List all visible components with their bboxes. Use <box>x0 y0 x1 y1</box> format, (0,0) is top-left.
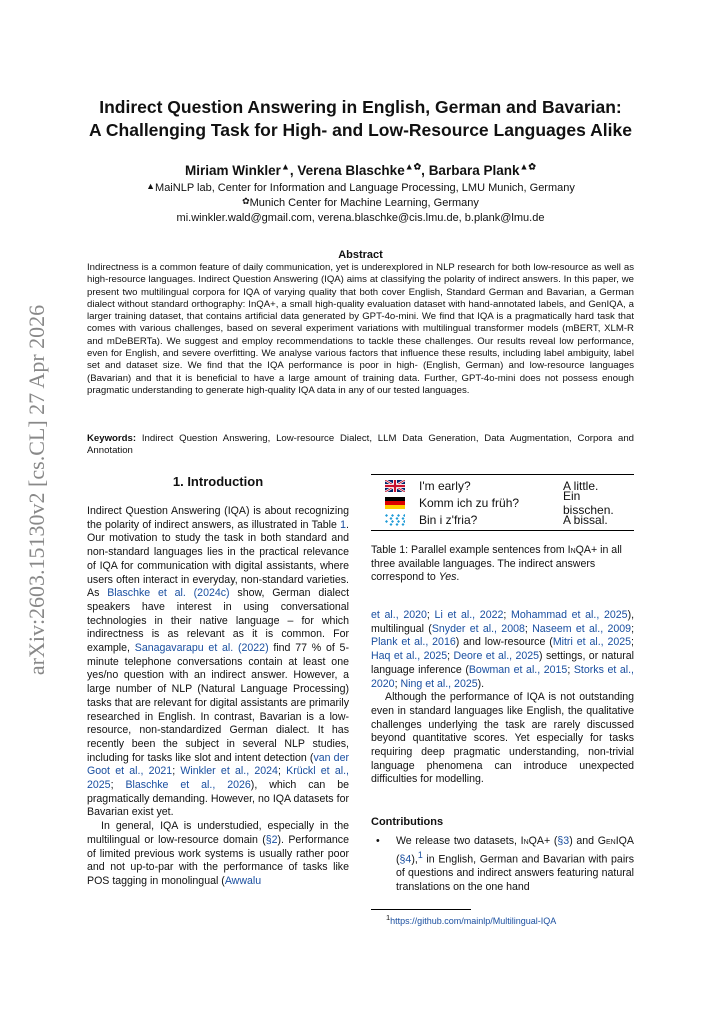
title-line-2: A Challenging Task for High- and Low-Resource Languages Alike <box>89 120 632 140</box>
citation-link[interactable]: Mohammad et al., 2025 <box>511 609 628 621</box>
text-run: show, German dialect speakers have interest in using conversational technologies in their native language – for which indirectness is as relevant as it is common. For example, <box>87 587 350 655</box>
citation-link[interactable]: Winkler et al., 2024 <box>180 765 278 778</box>
example-question: Bin i z'fria? <box>419 512 478 527</box>
keywords <box>87 433 634 458</box>
text-run: ; <box>447 650 454 663</box>
citation-link[interactable]: et al., 2020 <box>371 609 427 621</box>
affiliation-2: ✿Munich Center for Machine Learning, Germany <box>242 196 479 209</box>
citation-link[interactable]: §2 <box>265 833 278 846</box>
paragraph <box>87 820 349 889</box>
citation-link[interactable]: Mitri et al., 2025 <box>552 636 632 649</box>
text-run: ), <box>411 853 418 866</box>
text-run: ) and <box>569 835 598 847</box>
keywords-label: Keywords: <box>87 433 137 444</box>
robot-icon: ✿ <box>528 161 536 172</box>
author-list: Miriam Winkler▲, Verena Blaschke▲✿, Barbara Plank▲✿ <box>185 161 536 178</box>
section-heading-introduction: 1. Introduction <box>172 474 264 489</box>
text-run: Indirect Question Answering (IQA) is about recognizing the polarity of indirect answers, as illustrated in Table <box>87 505 349 531</box>
text-run: GenIQA <box>597 835 634 847</box>
footnote-marker[interactable]: 1 <box>417 849 423 860</box>
text-run: ; <box>631 622 635 635</box>
text-run: ; <box>277 765 287 778</box>
citation-link[interactable]: §4 <box>399 853 412 866</box>
footnote: $^1$https://github.com/mainlp/Multilingual-IQA <box>386 913 557 926</box>
citation-link[interactable]: 1 <box>340 518 347 531</box>
text-run: ( <box>550 835 558 847</box>
author-name: Miriam Winkler <box>185 163 281 178</box>
triangle-icon: ▲ <box>519 161 529 172</box>
text-run: ; <box>426 609 435 621</box>
text-run: . Our motivation to study the task in both standard and non-standard languages lies in the practical relevance of IQA for communication with digital assistants, where users often interact in everyday, non-standard varieties. As <box>87 518 349 600</box>
citation-link[interactable]: Plank et al., 2016 <box>371 636 456 649</box>
footnote-rule <box>371 909 471 910</box>
paragraph <box>87 505 349 820</box>
arxiv-identifier: arXiv:2603.15130v2 [cs.CL] 27 Apr 2026 <box>24 304 49 676</box>
contribution-text <box>396 835 634 894</box>
text-run: ; <box>503 609 512 621</box>
author-name: Barbara Plank <box>428 163 520 178</box>
left-column <box>87 505 349 889</box>
text-run: ) settings, or natural language inference ( <box>371 650 635 676</box>
text-run: ; <box>524 622 533 635</box>
text-run: ; <box>567 663 574 676</box>
example-answer: A bissal. <box>563 512 608 527</box>
arxiv-sidebar <box>20 290 54 690</box>
citation-link[interactable]: Krückl et al., 2025 <box>87 765 349 792</box>
triangle-icon: ▲ <box>280 161 290 172</box>
citation-link[interactable]: Naseem et al., 2009 <box>532 622 632 635</box>
contributions-heading: Contributions <box>371 816 444 828</box>
footnote-link[interactable]: https://github.com/mainlp/Multilingual-IQA <box>390 916 557 926</box>
citation-link[interactable]: Blaschke et al., 2026 <box>125 779 251 792</box>
text-run: ), which can be pragmatically demanding. However, no IQA datasets for Bavarian exist yet. <box>87 779 350 819</box>
example-question: Komm ich zu früh? <box>419 495 520 510</box>
example-question: I'm early? <box>419 478 471 493</box>
citation-link[interactable]: §3 <box>557 835 570 847</box>
citation-link[interactable]: Haq et al., 2025 <box>371 650 448 663</box>
example-answer: A little. <box>563 478 599 493</box>
triangle-icon: ▲ <box>146 181 156 191</box>
title-line-1: Indirect Question Answering in English, German and Bavarian: <box>99 97 622 117</box>
citation-link[interactable]: Snyder et al., 2008 <box>431 622 525 635</box>
author-emails: mi.winkler.wald@gmail.com, verena.blaschke@cis.lmu.de, b.plank@lmu.de <box>176 212 545 224</box>
citation-link[interactable]: van der Goot et al., 2021 <box>87 751 349 778</box>
text-run: ). <box>477 677 485 690</box>
text-run: We release two datasets, <box>396 835 521 847</box>
citation-link[interactable]: Storks et al., 2020 <box>371 663 634 690</box>
germany-flag-icon <box>385 497 405 509</box>
table-caption: Table 1: Parallel example sentences from InQA+ in all three available languages. The indirect answers correspond to Yes. <box>371 544 622 584</box>
paper-title <box>60 96 661 142</box>
text-run: ), multilingual ( <box>371 609 635 635</box>
text-run: In general, IQA is understudied, especially in the multilingual or low-resource domain ( <box>87 820 349 846</box>
example-answer: Ein bisschen. <box>563 488 614 517</box>
citation-link[interactable]: Ning et al., 2025 <box>400 677 478 690</box>
text-run: ; <box>110 779 126 792</box>
affiliation-1: ▲MaiNLP lab, Center for Information and Language Processing, LMU Munich, Germany <box>146 181 575 194</box>
citation-link[interactable]: Bowman et al., 2015 <box>468 663 568 676</box>
author-name: Verena Blaschke <box>297 163 405 178</box>
paragraph <box>371 609 634 691</box>
citation-link[interactable]: Awwalu <box>224 874 262 887</box>
text-run: ). Performance of limited previous work systems is usually rather poor and not up-to-par with the performance of tasks like POS tagging in monolingual ( <box>87 833 349 887</box>
example-table <box>371 474 634 531</box>
citation-link[interactable]: Deore et al., 2025 <box>453 650 540 663</box>
text-run: ( <box>396 853 400 866</box>
citation-link[interactable]: Sanagavarapu et al. (2022) <box>134 642 269 655</box>
uk-flag-icon <box>385 480 405 492</box>
table-row <box>371 511 634 528</box>
robot-icon: ✿ <box>413 161 422 172</box>
paragraph: Although the performance of IQA is not outstanding even in standard languages like English, the qualitative challenges underlying the task are rarely discussed beyond quantitative scores. Yet especially for tasks requiring deep pragmatic understanding, non-trivial language phenomena can introduce unexpected difficulties for modelling. <box>371 691 634 786</box>
text-run: InQA+ <box>520 835 551 847</box>
text-run: ) and low-resource ( <box>455 636 553 649</box>
bullet-marker: • <box>376 835 380 847</box>
text-run: find 77 % of 5-minute telephone conversations contain at least one yes/no question with an indirect answer. However, a large number of NLP (Natural Language Processing) tasks that are relevant for digital assistants are primarily researched in English. In contrast, Bavarian is a low-resource, non-standardized German dialect. It has recently been the subject in several NLP studies, including for tasks like slot and intent detection ( <box>87 642 349 764</box>
citation-link[interactable]: Blaschke et al. (2024c) <box>107 587 230 600</box>
text-run: ; <box>394 677 401 690</box>
abstract-heading: Abstract <box>338 249 383 261</box>
abstract-text: Indirectness is a common feature of daily communication, yet is underexplored in NLP research for both low-resource as well as high-resource languages. Indirect Question Answering (IQA) aims at classifying the polarity of indirect answers. In this paper, we present two multilingual corpora for IQA of varying quality that both cover English, Standard German and Bavarian, a German dialect without standard orthography: InQA+, a small high-quality evaluation dataset with hand-annotated labels, and GenIQA, a larger training dataset, that contains artificial data generated by GPT-4o-mini. We find that IQA is a pragmatically hard task that comes with various challenges, based on several experiment variations with multilingual transformer models (mBERT, XLM-R and mDeBERTa). We suggest and employ recommendations to tackle these challenges. Our results reveal low performance, even for English, and severe overfitting. We analyse various factors that influence these results, including label ambiguity, label set and dataset size. We find that the IQA performance is poor in high- (English, German) and low-resource languages (Bavarian) and that it is beneficial to have a large amount of training data. Further, GPT-4o-mini does not possess enough pragmatic understanding to generate high-quality IQA data in any of our tested languages. <box>87 262 634 396</box>
right-column <box>371 609 634 787</box>
triangle-icon: ▲ <box>404 161 414 172</box>
text-run: ; <box>172 765 181 778</box>
table-row <box>371 488 634 517</box>
citation-link[interactable]: Li et al., 2022 <box>434 609 504 621</box>
text-run: in English, German and Bavarian with pairs of questions and indirect answers featuring natural translations on the one hand <box>396 853 634 893</box>
robot-icon: ✿ <box>242 196 250 206</box>
text-run: ; <box>631 636 634 649</box>
keywords-text: Indirect Question Answering, Low-resource Dialect, LLM Data Generation, Data Augmentation, Corpora and Annotation <box>87 433 634 457</box>
bavaria-flag-icon <box>385 514 405 526</box>
